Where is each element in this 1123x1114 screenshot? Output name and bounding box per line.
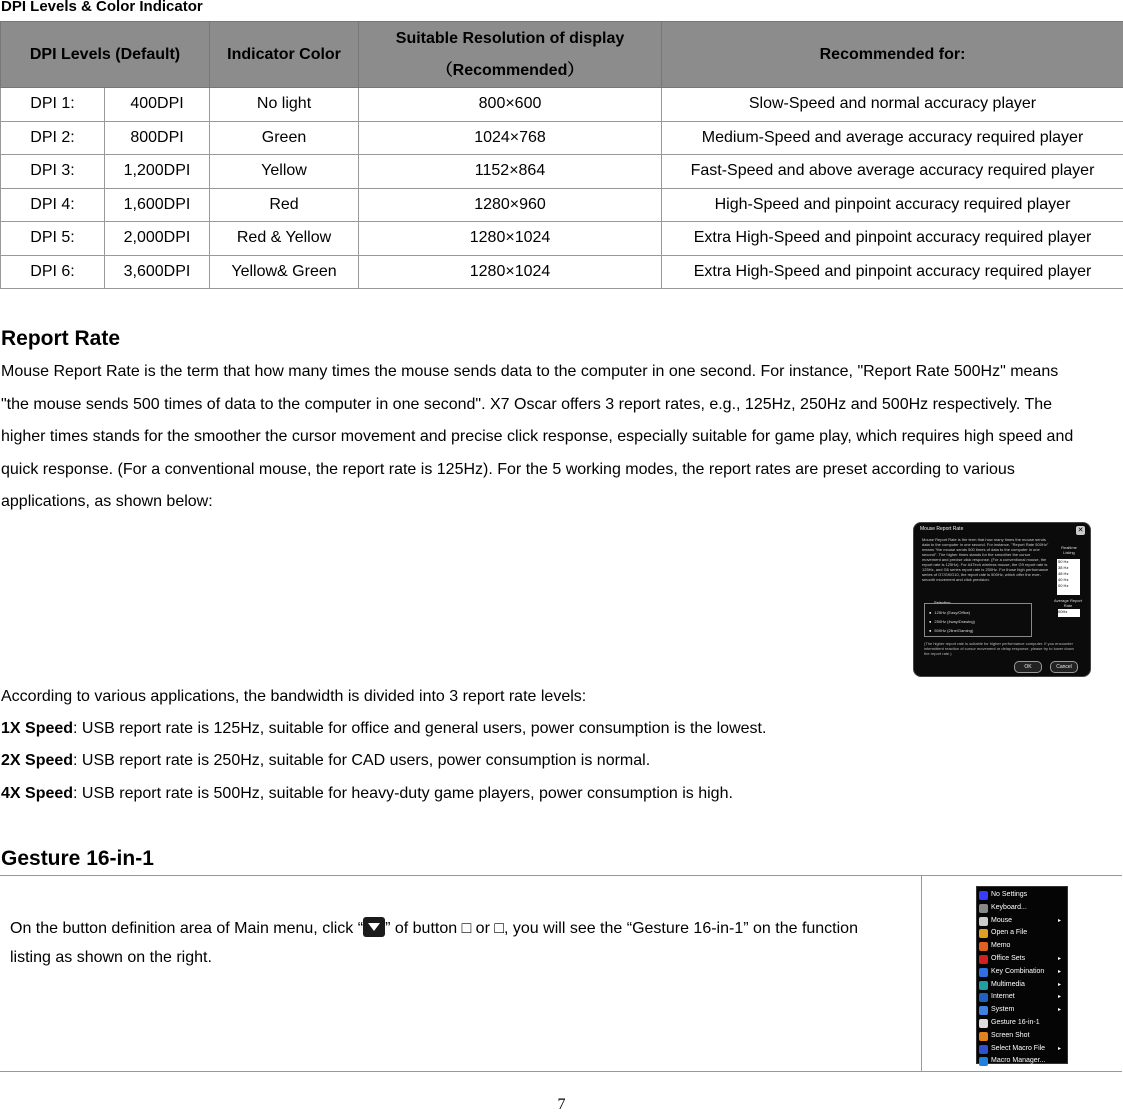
- menu-item-label: No Settings: [991, 891, 1027, 898]
- dpi-table-body: [1, 88, 1123, 289]
- menu-item-label: Screen Shot: [991, 1032, 1030, 1039]
- menu-item-icon: [979, 1032, 988, 1041]
- menu-item-icon: [979, 955, 988, 964]
- submenu-arrow-icon: ▸: [1058, 1043, 1061, 1056]
- menu-item-label: Key Combination: [991, 968, 1044, 975]
- cell-level: DPI 5:: [1, 222, 105, 256]
- menu-item[interactable]: [977, 889, 1067, 902]
- cell-level: DPI 6:: [1, 255, 105, 289]
- menu-item-label: Gesture 16-in-1: [991, 1019, 1040, 1026]
- table-row: [1, 222, 1123, 256]
- menu-item[interactable]: [977, 953, 1067, 966]
- realtime-label: Realtime Listing: [1056, 545, 1082, 555]
- menu-item[interactable]: [977, 940, 1067, 953]
- paragraph-line: "the mouse sends 500 times of data to the computer in one second". X7 Oscar offers 3 report rates, e.g., 125Hz, 250Hz and 500Hz respectively. The: [1, 389, 1123, 422]
- cell-recommended: Slow-Speed and normal accuracy player: [662, 88, 1123, 122]
- realtime-value: 40 Hz: [1058, 577, 1080, 583]
- cell-recommended: Medium-Speed and average accuracy required player: [662, 121, 1123, 155]
- submenu-arrow-icon: ▸: [1058, 979, 1061, 992]
- table-row: [1, 121, 1123, 155]
- cell-dpi: 3,600DPI: [105, 255, 210, 289]
- average-label: Average Report Rate: [1052, 598, 1084, 608]
- paragraph-line: applications, as shown below:: [1, 486, 1123, 519]
- menu-item-label: Memo: [991, 942, 1010, 949]
- report-rate-dialog-screenshot: [913, 522, 1091, 677]
- paragraph-line: Mouse Report Rate is the term that how many times the mouse sends data to the computer in one second. For instance, "Report Rate 500Hz" means: [1, 356, 1123, 389]
- submenu-arrow-icon: ▸: [1058, 966, 1061, 979]
- section-title: DPI Levels & Color Indicator: [1, 0, 203, 16]
- cell-level: DPI 4:: [1, 188, 105, 222]
- cell-dpi: 400DPI: [105, 88, 210, 122]
- speed-desc: : USB report rate is 500Hz, suitable for heavy-duty game players, power consumption is high.: [73, 785, 733, 802]
- menu-item-label: Office Sets: [991, 955, 1025, 962]
- speed-level-1x: [1, 719, 766, 739]
- speed-name: 4X Speed: [1, 785, 73, 802]
- cell-resolution: 1280×1024: [359, 255, 662, 289]
- cell-recommended: High-Speed and pinpoint accuracy required player: [662, 188, 1123, 222]
- dialog-description: Mouse Report Rate is the term that how many times the mouse sends data to the computer in one second. For instance, "Report Rate 500Hz" means "the mouse sends 500 times of data to the computer in one second". The higher times stands for the smoother the cursor movement and precise click response. (For a conventional mouse, the report rate is 125Hz). For A4Tech wireless mouse, the G9 report rate is 125Hz, and G6 series report rate is 250Hz. For those high performance series of G7/G9/G10, the report rate is 500Hz, which offer the ever-smooth movement and click precision.: [922, 537, 1050, 582]
- option-250hz[interactable]: ● 250Hz (4way/Drawing): [929, 619, 1019, 624]
- table-row: [1, 188, 1123, 222]
- cell-recommended: Extra High-Speed and pinpoint accuracy required player: [662, 255, 1123, 289]
- menu-item-icon: [979, 993, 988, 1002]
- submenu-arrow-icon: ▸: [1058, 915, 1061, 928]
- header-indicator-color: Indicator Color: [210, 22, 359, 88]
- cell-resolution: 1152×864: [359, 155, 662, 189]
- cell-color: Red: [210, 188, 359, 222]
- menu-item[interactable]: [977, 991, 1067, 1004]
- selection-box: [924, 603, 1032, 637]
- menu-item-icon: [979, 1019, 988, 1028]
- table-row: [1, 155, 1123, 189]
- menu-item[interactable]: [977, 966, 1067, 979]
- dpi-table-header: [1, 22, 1123, 88]
- menu-item-icon: [979, 904, 988, 913]
- cell-resolution: 1280×960: [359, 188, 662, 222]
- table-row: [1, 255, 1123, 289]
- gesture-table: [0, 875, 1122, 1072]
- speed-desc: : USB report rate is 250Hz, suitable for CAD users, power consumption is normal.: [73, 752, 650, 769]
- option-500hz[interactable]: ● 500Hz (2line/Gaming): [929, 628, 1019, 633]
- menu-item[interactable]: [977, 1017, 1067, 1030]
- cell-color: Yellow& Green: [210, 255, 359, 289]
- table-divider: [921, 876, 922, 1071]
- speed-name: 2X Speed: [1, 752, 73, 769]
- realtime-value: 00 Hz: [1058, 583, 1080, 589]
- selection-label: Selection: [934, 600, 950, 605]
- menu-item[interactable]: [977, 979, 1067, 992]
- menu-item-icon: [979, 1006, 988, 1015]
- menu-item-icon: [979, 891, 988, 900]
- report-rate-paragraph: [1, 356, 1123, 519]
- header-resolution: [359, 22, 662, 88]
- dialog-title: Mouse Report Rate: [920, 527, 1070, 535]
- menu-item-label: Select Macro File: [991, 1045, 1045, 1052]
- speed-name: 1X Speed: [1, 720, 73, 737]
- menu-item[interactable]: [977, 927, 1067, 940]
- cell-resolution: 1280×1024: [359, 222, 662, 256]
- menu-item-label: System: [991, 1006, 1014, 1013]
- menu-item-icon: [979, 942, 988, 951]
- gesture-heading: Gesture 16-in-1: [1, 847, 154, 871]
- function-listing-menu: [976, 886, 1068, 1064]
- menu-item[interactable]: [977, 915, 1067, 928]
- cell-dpi: 1,600DPI: [105, 188, 210, 222]
- speed-level-2x: [1, 751, 650, 771]
- menu-item-label: Open a File: [991, 929, 1027, 936]
- speed-desc: : USB report rate is 125Hz, suitable for office and general users, power consumption is the lowest.: [73, 720, 766, 737]
- menu-item-label: Macro Manager...: [991, 1057, 1045, 1064]
- submenu-arrow-icon: ▸: [1058, 1004, 1061, 1017]
- report-rate-heading: Report Rate: [1, 327, 120, 351]
- paragraph-line: quick response. (For a conventional mouse, the report rate is 125Hz). For the 5 working modes, the report rates are preset according to various: [1, 454, 1123, 487]
- option-125hz[interactable]: ● 125Hz (Easy/Office): [929, 610, 1019, 615]
- header-dpi-levels: DPI Levels (Default): [1, 22, 210, 88]
- menu-item-label: Internet: [991, 993, 1015, 1000]
- paragraph-line: higher times stands for the smoother the cursor movement and precise click response, especially suitable for game play, which requires high speed and: [1, 421, 1123, 454]
- cell-recommended: Fast-Speed and above average accuracy required player: [662, 155, 1123, 189]
- realtime-listing: [1057, 559, 1080, 595]
- gesture-text-line2: listing as shown on the right.: [10, 949, 212, 966]
- menu-item-label: Multimedia: [991, 981, 1025, 988]
- menu-item-icon: [979, 968, 988, 977]
- menu-item-icon: [979, 929, 988, 938]
- header-recommended-for: Recommended for:: [662, 22, 1123, 88]
- gesture-text-before: On the button definition area of Main menu, click “: [10, 920, 363, 937]
- header-resolution-line1: Suitable Resolution of display: [396, 30, 624, 47]
- menu-item[interactable]: [977, 1030, 1067, 1043]
- menu-item[interactable]: [977, 902, 1067, 915]
- average-value: 00Hz: [1058, 609, 1080, 617]
- cell-resolution: 1024×768: [359, 121, 662, 155]
- realtime-value: 50 Hz: [1058, 559, 1080, 565]
- cell-color: No light: [210, 88, 359, 122]
- cell-resolution: 800×600: [359, 88, 662, 122]
- menu-item-label: Mouse: [991, 917, 1012, 924]
- realtime-value: 48 Hz: [1058, 571, 1080, 577]
- gesture-text-after: ” of button □ or □, you will see the “Gesture 16-in-1” on the function: [385, 920, 858, 937]
- cell-level: DPI 3:: [1, 155, 105, 189]
- submenu-arrow-icon: ▸: [1058, 991, 1061, 1004]
- cell-dpi: 1,200DPI: [105, 155, 210, 189]
- menu-item-icon: [979, 917, 988, 926]
- cell-level: DPI 2:: [1, 121, 105, 155]
- close-icon[interactable]: ✕: [1076, 526, 1085, 535]
- speed-level-4x: [1, 784, 733, 804]
- cell-color: Green: [210, 121, 359, 155]
- dropdown-arrow-icon: [363, 917, 385, 937]
- cell-color: Yellow: [210, 155, 359, 189]
- report-rate-intro: According to various applications, the bandwidth is divided into 3 report rate levels:: [1, 687, 586, 707]
- cell-recommended: Extra High-Speed and pinpoint accuracy required player: [662, 222, 1123, 256]
- menu-item-label: Keyboard...: [991, 904, 1027, 911]
- page-number: 7: [0, 1096, 1123, 1114]
- cell-color: Red & Yellow: [210, 222, 359, 256]
- header-resolution-line2: （Recommended）: [437, 62, 584, 79]
- cancel-button[interactable]: Cancel: [1050, 661, 1078, 673]
- menu-item-icon: [979, 1045, 988, 1054]
- menu-item[interactable]: [977, 1043, 1067, 1056]
- submenu-arrow-icon: ▸: [1058, 953, 1061, 966]
- cell-dpi: 800DPI: [105, 121, 210, 155]
- menu-item-icon: [979, 981, 988, 990]
- menu-item[interactable]: [977, 1004, 1067, 1017]
- dpi-table: [0, 21, 1123, 289]
- table-row: [1, 88, 1123, 122]
- ok-button[interactable]: OK: [1014, 661, 1042, 673]
- gesture-description: [10, 914, 910, 972]
- cell-level: DPI 1:: [1, 88, 105, 122]
- menu-item-icon: [979, 1057, 988, 1066]
- dialog-footer-note: (The higher report rate is suitable for higher performance computer. If you encounter intermittent reaction of cursor movement or delay response, please try to lower down the report rate.): [924, 641, 1074, 656]
- realtime-value: 38 Hz: [1058, 565, 1080, 571]
- cell-dpi: 2,000DPI: [105, 222, 210, 256]
- menu-item[interactable]: [977, 1055, 1067, 1068]
